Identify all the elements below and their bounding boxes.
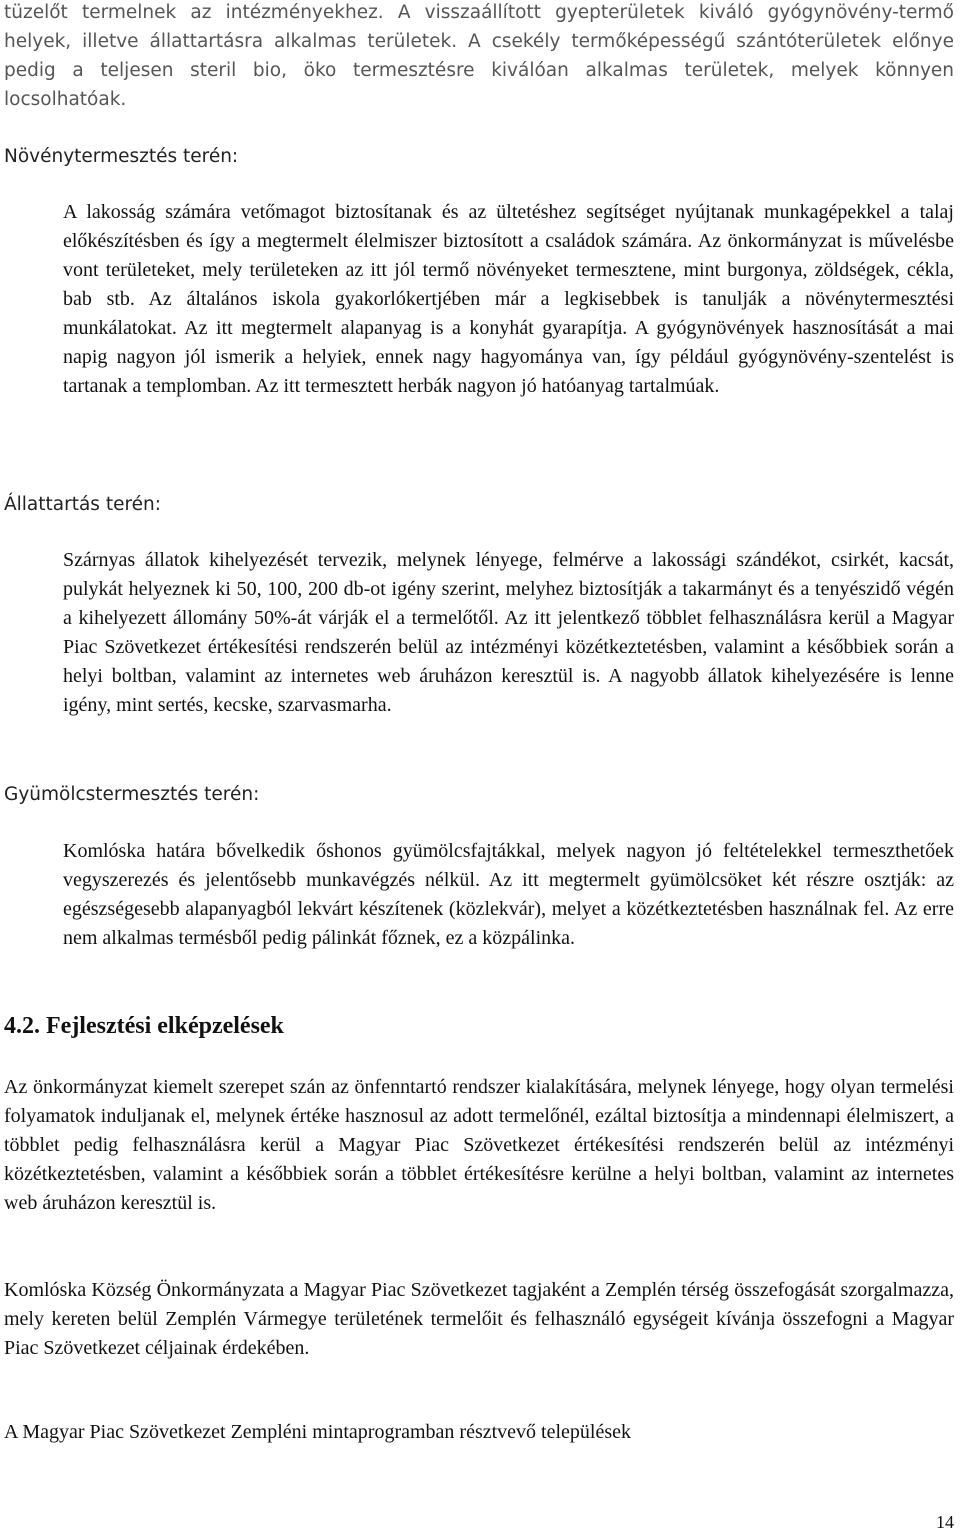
chapter-heading: 4.2. Fejlesztési elképzelések — [4, 1013, 284, 1039]
intro-paragraph: tüzelőt termelnek az intézményekhez. A visszaállított gyepterületek kiváló gyógynövény-termő helyek, illetve állattartásra alkalmas területek. A csekély termőképességű szántóterületek előnye pedig a teljesen steril bio, öko termesztésre kiválóan alkalmas területek, melyek könnyen locsolhatóak. — [4, 2, 954, 110]
chapter-paragraph-2: Komlóska Község Önkormányzata a Magyar Piac Szövetkezet tagjaként a Zemplén térség összefogását szorgalmazza, mely kereten belül Zemplén Vármegye területének termelőit és felhasználó egységeit kívánja összefogni a Magyar Piac Szövetkezet céljainak érdekében. — [4, 1279, 954, 1359]
section-heading-animal-husbandry: Állattartás terén: — [4, 494, 162, 515]
section-body-fruit-growing: Komlóska határa bővelkedik őshonos gyümölcsfajtákkal, melyek nagyon jó feltételekkel termeszthetőek vegyszerezés és jelentősebb munkavégzés nélkül. Az itt megtermelt gyümölcsöket két részre osztják: az egészségesebb alapanyagból lekvárt készítenek (közlekvár), melyet a közétkeztetésben használnak fel. Az erre nem alkalmas termésből pedig pálinkát főznek, ez a közpálinka. — [63, 840, 954, 949]
section-body-animal-husbandry: Szárnyas állatok kihelyezését tervezik, melynek lényege, felmérve a lakossági szándékot, csirkét, kacsát, pulykát helyeznek ki 50, 100, 200 db-ot igény szerint, melyhez biztosítják a takarmányt és a tenyészidő végén a kihelyezett állomány 50%-át várják el a termelőtől. Az itt jelentkező többlet felhasználásra kerül a Magyar Piac Szövetkezet értékesítési rendszerén belül az intézményi közétkeztetésben, valamint a későbbiek során a helyi boltban, valamint az internetes web áruházon keresztül is. A nagyobb állatok kihelyezésére is lenne igény, mint sertés, kecske, szarvasmarha. — [63, 549, 954, 716]
section-body-plant-growing: A lakosság számára vetőmagot biztosítanak és az ültetéshez segítséget nyújtanak munkagépekkel a talaj előkészítésben és így a megtermelt élelmiszer biztosított a családok számára. Az önkormányzat is művelésbe vont területeket, mely területeken az itt jól termő növényeket termesztene, mint burgonya, zöldségek, cékla, bab stb. Az általános iskola gyakorlókertjében már a legkisebbek is tanulják a növénytermesztési munkálatokat. Az itt megtermelt alapanyag is a konyhát gyarapítja. A gyógynövények hasznosítását a mai napig nagyon jól ismerik a helyiek, ennek nagy hagyománya van, így például gyógynövény-szentelést is tartanak a templomban. Az itt termesztett herbák nagyon jó hatóanyag tartalmúak. — [63, 201, 954, 397]
section-heading-fruit-growing: Gyümölcstermesztés terén: — [4, 784, 260, 805]
closing-line: A Magyar Piac Szövetkezet Zempléni mintaprogramban résztvevő települések — [4, 1421, 632, 1443]
chapter-paragraph-1: Az önkormányzat kiemelt szerepet szán az önfenntartó rendszer kialakítására, melynek lényege, hogy olyan termelési folyamatok induljanak el, melynek értéke hasznosul az adott termelőnél, ezáltal biztosítja a mindennapi élelmiszert, a többlet pedig felhasználásra kerül a Magyar Piac Szövetkezet értékesítési rendszerén belül az intézményi közétkeztetésben, valamint a későbbiek során a többlet értékesítésre kerülne a helyi boltban, valamint az internetes web áruházon keresztül is. — [4, 1076, 954, 1214]
section-heading-plant-growing: Növénytermesztés terén: — [4, 146, 239, 167]
page-number: 14 — [936, 1512, 954, 1532]
